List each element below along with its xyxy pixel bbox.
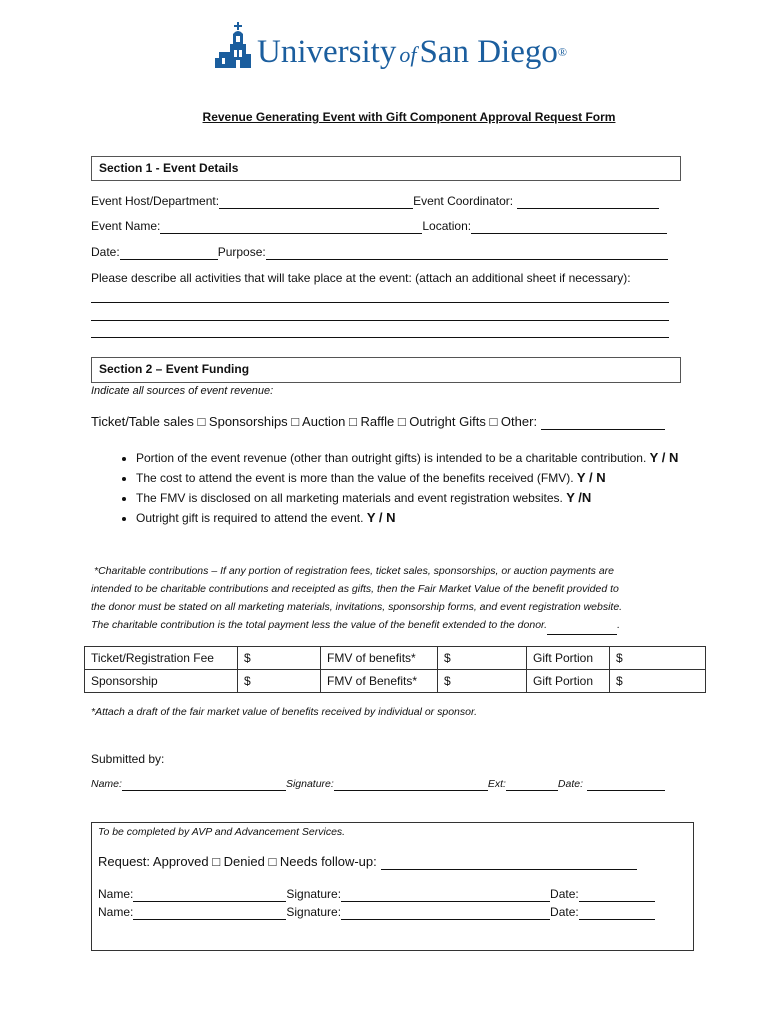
section1-heading: Section 1 - Event Details — [99, 161, 239, 175]
amount-cell[interactable]: $ — [610, 647, 706, 670]
approver-row-2 — [98, 905, 655, 920]
amount-cell[interactable]: $ — [610, 670, 706, 693]
approver-name-label: Name: — [98, 887, 134, 901]
other-field[interactable] — [541, 414, 665, 430]
date-label: Date: — [91, 245, 120, 259]
yes-no-choice-4[interactable]: Y / N — [366, 510, 396, 525]
approver-date-field[interactable] — [579, 887, 655, 902]
revenue-sources-row — [91, 414, 665, 430]
coordinator-field[interactable] — [517, 194, 659, 209]
charitable-note-line-2: intended to be charitable contributions and receipted as gifts, then the Fair Market Value of the benefit provided to — [91, 583, 619, 595]
host-row — [91, 194, 659, 209]
fmv-label: FMV of benefits* — [321, 647, 438, 670]
location-field[interactable] — [471, 219, 667, 234]
logo-of-text: of — [399, 42, 417, 67]
logo-university-text: University — [257, 34, 397, 70]
host-label: Event Host/Department: — [91, 194, 220, 208]
approver-signature-label: Signature: — [286, 887, 342, 901]
activities-line-1[interactable] — [91, 302, 669, 303]
gift-portion-label: Gift Portion — [527, 647, 610, 670]
amount-cell[interactable]: $ — [438, 647, 527, 670]
charitable-note — [91, 562, 622, 635]
approver-date-label: Date: — [550, 887, 579, 901]
approver-signature-field[interactable] — [341, 887, 550, 902]
yes-no-choice-1[interactable]: Y / N — [649, 450, 679, 465]
submitter-name-field[interactable] — [122, 778, 286, 791]
date-field[interactable] — [120, 245, 218, 260]
yes-no-choice-2[interactable]: Y / N — [576, 470, 606, 485]
logo-sandiego-text: San Diego — [419, 34, 558, 70]
funding-question-3: • The FMV is disclosed on all marketing materials and event registration websites. Y /N — [136, 488, 696, 508]
revenue-sources-text: Ticket/Table sales □ Sponsorships □ Auction □ Raffle □ Outright Gifts □ Other: — [91, 414, 538, 429]
submitted-by-row — [91, 778, 665, 791]
gift-portion-label: Gift Portion — [527, 670, 610, 693]
form-title: Revenue Generating Event with Gift Component Approval Request Form — [202, 110, 616, 124]
approver-signature-field[interactable] — [341, 905, 550, 920]
charitable-note-line-1: *Charitable contributions – If any portion of registration fees, ticket sales, sponsorships, or auction payments are — [94, 565, 615, 577]
approver-row-1 — [98, 887, 655, 902]
logo-reg-mark: ® — [557, 45, 567, 59]
funding-questions-list — [104, 448, 696, 528]
charitable-note-line-4: The charitable contribution is the total payment less the value of the benefit extended to the donor. . — [91, 616, 622, 635]
activities-prompt: Please describe all activities that will take place at the event: (attach an additional sheet if necessary): — [91, 271, 631, 285]
submitter-date-field[interactable] — [587, 778, 665, 791]
approver-signature-label: Signature: — [286, 905, 342, 919]
submitter-name-label: Name: — [91, 778, 122, 790]
approval-intro: To be completed by AVP and Advancement Services. — [98, 826, 346, 838]
activities-line-3[interactable] — [91, 337, 669, 338]
approver-name-label: Name: — [98, 905, 134, 919]
date-purpose-row — [91, 245, 668, 260]
submitted-by-heading: Submitted by: — [91, 752, 165, 766]
row-label: Sponsorship — [85, 670, 238, 693]
amount-cell[interactable]: $ — [238, 670, 321, 693]
purpose-label: Purpose: — [217, 245, 266, 259]
request-status-text: Request: Approved □ Denied □ Needs follow-up: — [98, 854, 377, 869]
university-logo — [213, 22, 567, 78]
approver-date-label: Date: — [550, 905, 579, 919]
submitter-signature-label: Signature: — [285, 778, 334, 790]
approval-box — [91, 822, 694, 951]
yes-no-choice-3[interactable]: Y /N — [566, 490, 592, 505]
section2-heading: Section 2 – Event Funding — [99, 362, 250, 376]
event-name-label: Event Name: — [91, 219, 161, 233]
event-name-row — [91, 219, 667, 234]
indicate-sources-text: Indicate all sources of event revenue: — [91, 385, 274, 397]
submitter-ext-field[interactable] — [506, 778, 558, 791]
section2-header-box — [91, 357, 681, 383]
charitable-note-blank[interactable] — [547, 616, 617, 635]
follow-up-field[interactable] — [381, 854, 637, 870]
funding-question-2: • The cost to attend the event is more than the value of the benefits received (FMV). Y / N — [136, 468, 696, 488]
submitter-date-label: Date: — [557, 778, 584, 790]
mission-building-icon — [213, 22, 253, 70]
fmv-label: FMV of Benefits* — [321, 670, 438, 693]
amount-cell[interactable]: $ — [438, 670, 527, 693]
table-row — [85, 670, 706, 693]
event-name-field[interactable] — [160, 219, 422, 234]
approver-date-field[interactable] — [579, 905, 655, 920]
amount-cell[interactable]: $ — [238, 647, 321, 670]
approver-name-field[interactable] — [133, 887, 286, 902]
table-row — [85, 647, 706, 670]
host-field[interactable] — [219, 194, 413, 209]
activities-line-2[interactable] — [91, 320, 669, 321]
purpose-field[interactable] — [266, 245, 668, 260]
section1-header-box — [91, 156, 681, 181]
submitter-ext-label: Ext: — [487, 778, 506, 790]
location-label: Location: — [422, 219, 472, 233]
row-label: Ticket/Registration Fee — [85, 647, 238, 670]
coordinator-label: Event Coordinator: — [413, 194, 514, 208]
funding-question-4: • Outright gift is required to attend the event. Y / N — [136, 508, 696, 528]
submitter-signature-field[interactable] — [334, 778, 488, 791]
attach-note: *Attach a draft of the fair market value of benefits received by individual or sponsor. — [91, 706, 477, 718]
approver-name-field[interactable] — [133, 905, 286, 920]
charitable-note-line-3: the donor must be stated on all marketing materials, invitations, sponsorship forms, and event registration website. — [91, 601, 623, 613]
request-row — [98, 854, 637, 870]
fmv-table — [84, 646, 706, 693]
funding-question-1: • Portion of the event revenue (other than outright gifts) is intended to be a charitable contribution. Y / N — [136, 448, 696, 468]
